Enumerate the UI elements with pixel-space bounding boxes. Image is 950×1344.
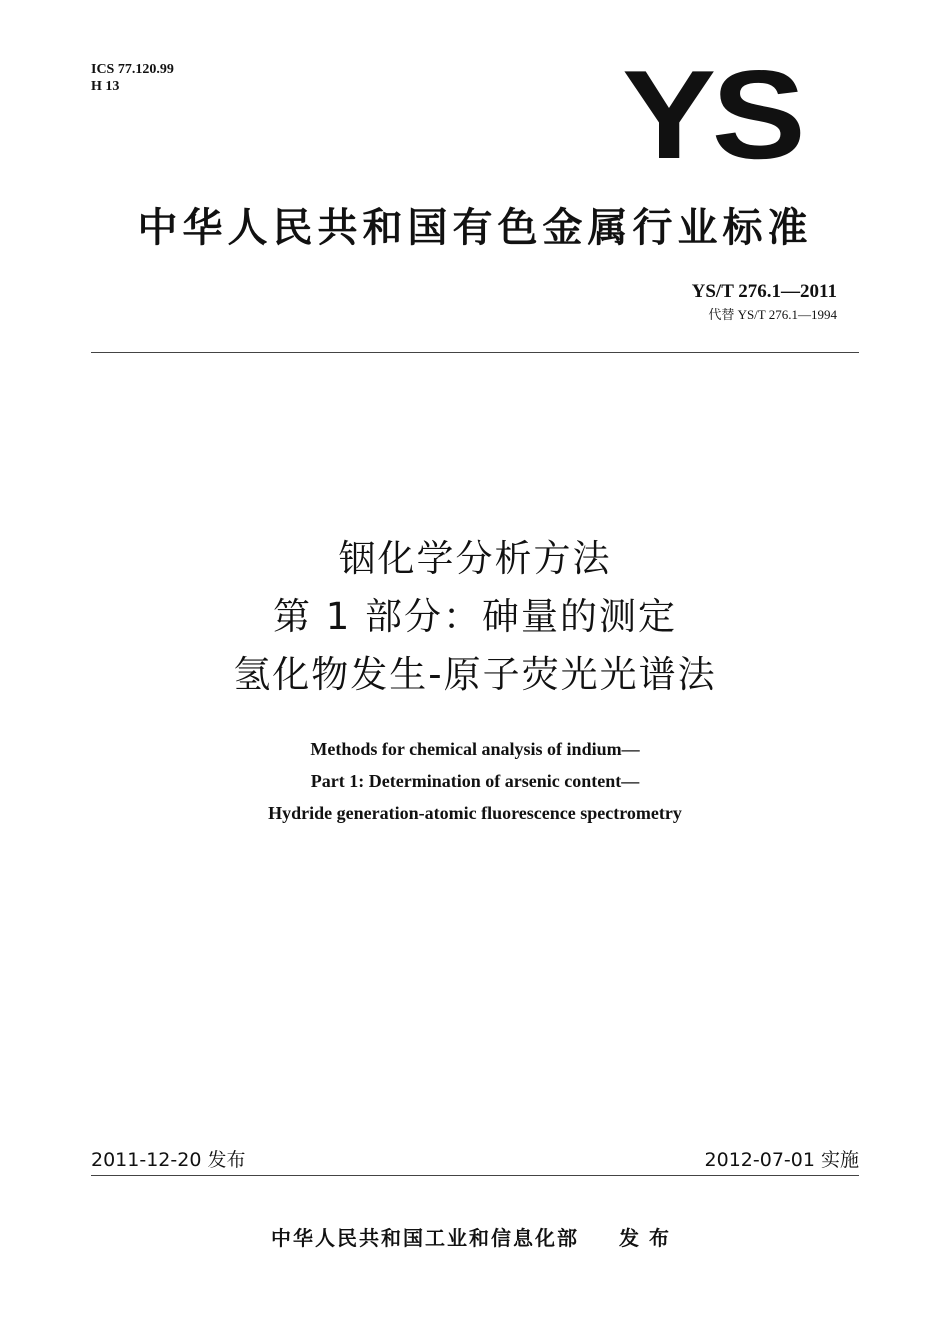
- ccs-code: H 13: [91, 79, 120, 94]
- standard-number: YS/T 276.1—2011: [691, 281, 837, 302]
- issuer-line: [0, 1222, 950, 1251]
- issuer-action: 发布: [619, 1226, 679, 1250]
- header-divider: [91, 352, 859, 353]
- implementation-date: 2012-07-01 实施: [704, 1149, 859, 1171]
- chinese-title-line-2: 第 1 部分：砷量的测定: [272, 595, 678, 638]
- organization-title: 中华人民共和国有色金属行业标准: [137, 205, 813, 251]
- chinese-title-line-1: 铟化学分析方法: [338, 537, 612, 580]
- standard-code-block: [692, 281, 837, 323]
- chinese-title: [0, 530, 950, 704]
- chinese-title-line-3: 氢化物发生-原子荧光光谱法: [233, 653, 717, 696]
- issuer-name: 中华人民共和国工业和信息化部: [271, 1226, 579, 1250]
- ys-logo: YS: [622, 44, 802, 185]
- english-title-line-2: Part 1: Determination of arsenic content—: [310, 771, 640, 791]
- english-title: [0, 733, 950, 829]
- classification-codes: [91, 61, 174, 95]
- replaces-standard: 代替 YS/T 276.1—1994: [708, 307, 837, 322]
- issue-date: 2011-12-20 发布: [91, 1149, 246, 1171]
- ics-code: ICS 77.120.99: [91, 62, 174, 77]
- english-title-line-1: Methods for chemical analysis of indium—: [310, 739, 640, 759]
- footer-divider: [91, 1175, 859, 1176]
- english-title-line-3: Hydride generation-atomic fluorescence spectrometry: [268, 803, 682, 823]
